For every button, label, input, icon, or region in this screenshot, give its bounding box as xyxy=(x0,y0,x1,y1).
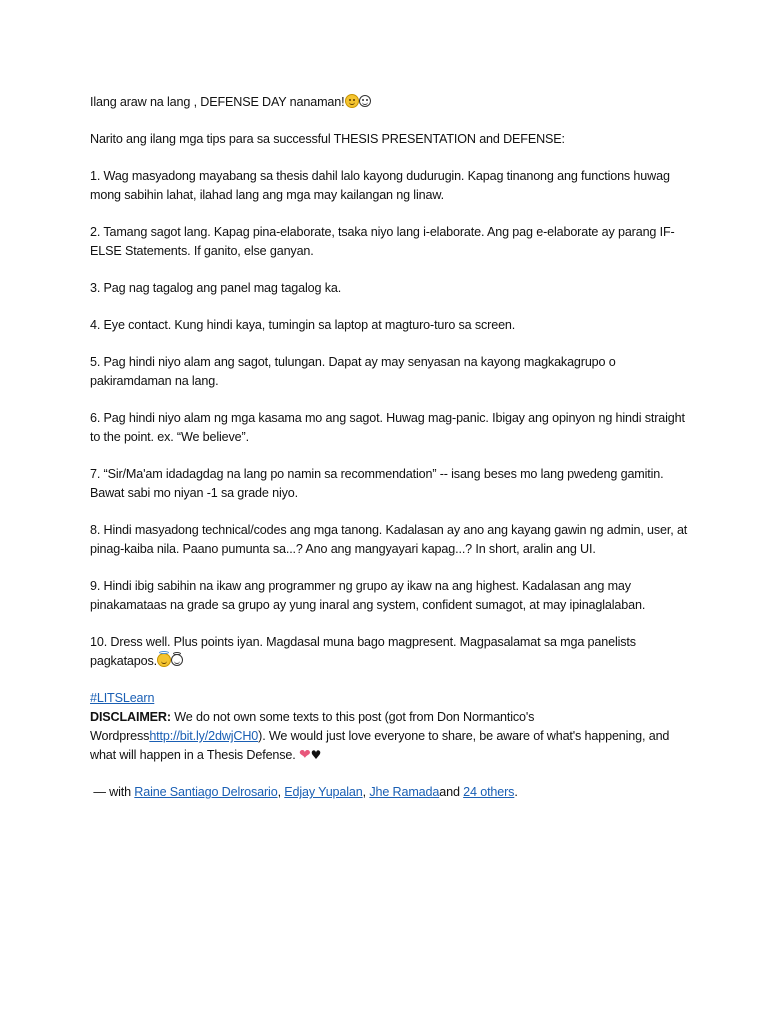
disclaimer-paragraph xyxy=(90,708,690,765)
smiling-face-with-halo-icon xyxy=(157,653,171,667)
tip-10-paragraph xyxy=(90,633,690,671)
tagged-person-3[interactable]: Jhe Ramada xyxy=(369,785,440,799)
tagged-person-1[interactable]: Raine Santiago Delrosario xyxy=(134,785,278,799)
tags-suffix: . xyxy=(514,785,518,799)
black-heart-icon: ♥ xyxy=(310,748,322,762)
pink-heart-icon: ❤ xyxy=(298,747,311,763)
hashtag-line xyxy=(90,689,690,708)
intro-text: Ilang araw na lang , DEFENSE DAY nanaman! xyxy=(90,95,345,109)
smiling-face-outline-icon xyxy=(359,95,371,107)
tip-6: 6. Pag hindi niyo alam ng mga kasama mo ang sagot. Huwag mag-panic. Ibigay ang opinyon ng hindi straight to the point. ex. “We believe”. xyxy=(90,411,685,444)
tagged-people-line xyxy=(90,783,690,802)
tip-10: 10. Dress well. Plus points iyan. Magdasal muna bago magpresent. Magpasalamat sa mga panelists pagkatapos. xyxy=(90,635,636,668)
smiling-face-icon xyxy=(345,94,359,108)
tags-prefix: — with xyxy=(90,785,135,799)
smiling-face-with-halo-outline-icon xyxy=(171,654,183,666)
disclaimer-text-after: ). We would just love everyone to share, be aware of what's happening, and what will happen in a Thesis Defense. xyxy=(90,729,670,762)
tip-5: 5. Pag hindi niyo alam ang sagot, tulungan. Dapat ay may senyasan na kayong magkakagrupo o pakiramdaman na lang. xyxy=(90,355,616,388)
tip-1: 1. Wag masyadong mayabang sa thesis dahil lalo kayong dudurugin. Kapag tinanong ang functions huwag mong sabihin lahat, ilahad lang ang mga may kailangan ng linaw. xyxy=(90,169,670,202)
tip-2: 2. Tamang sagot lang. Kapag pina-elaborate, tsaka niyo lang i-elaborate. Ang pag e-elaborate ay parang IF-ELSE Statements. If ganito, else ganyan. xyxy=(90,225,675,258)
post-content xyxy=(90,93,690,802)
tip-9: 9. Hindi ibig sabihin na ikaw ang programmer ng grupo ay ikaw na ang highest. Kadalasan ang may pinakamataas na grade sa grupo ay yung inaral ang system, confident sumagot, at may ipinaglalaban. xyxy=(90,579,646,612)
intro-line xyxy=(90,93,690,112)
disclaimer-text-before: We do not own some texts to this post (got from Don Normantico's Wordpress xyxy=(90,710,535,743)
tips-heading: Narito ang ilang mga tips para sa successful THESIS PRESENTATION and DEFENSE: xyxy=(90,132,565,146)
tip-3: 3. Pag nag tagalog ang panel mag tagalog ka. xyxy=(90,281,342,295)
tags-separator-2: , xyxy=(362,785,370,799)
tip-4: 4. Eye contact. Kung hindi kaya, tumingin sa laptop at magturo-turo sa screen. xyxy=(90,318,516,332)
wordpress-link[interactable]: http://bit.ly/2dwjCH0 xyxy=(149,729,259,743)
tagged-person-2[interactable]: Edjay Yupalan xyxy=(284,785,363,799)
hashtag-link[interactable]: #LITSLearn xyxy=(90,691,155,705)
tip-8: 8. Hindi masyadong technical/codes ang mga tanong. Kadalasan ay ano ang kayang gawin ng admin, user, at pinag-kaiba nila. Paano pumunta sa...? Ano ang mangyayari kapag...? In short, aralin ang UI. xyxy=(90,523,688,556)
tags-and: and xyxy=(439,785,464,799)
tip-7: 7. “Sir/Ma'am idadagdag na lang po namin sa recommendation” -- isang beses mo lang pwedeng gamitin. Bawat sabi mo niyan -1 sa grade niyo. xyxy=(90,467,664,500)
tags-separator-1: , xyxy=(277,785,285,799)
others-link[interactable]: 24 others xyxy=(463,785,515,799)
disclaimer-label: DISCLAIMER: xyxy=(90,710,171,724)
